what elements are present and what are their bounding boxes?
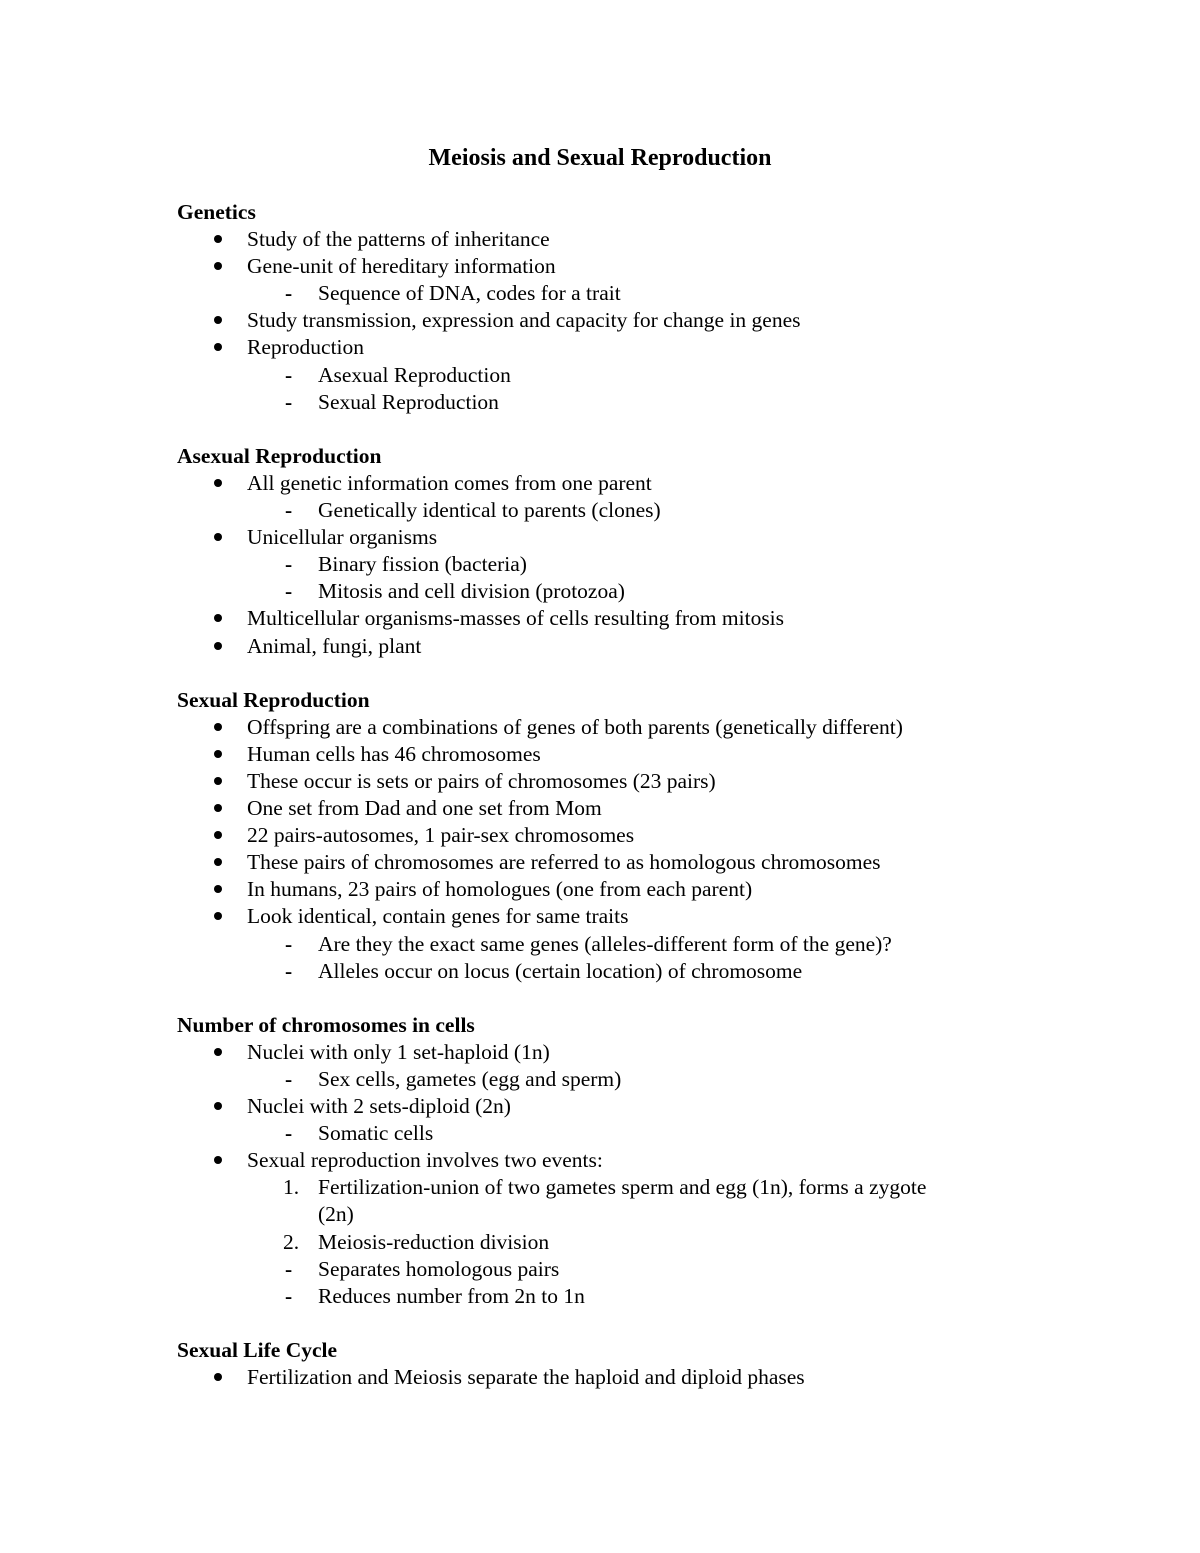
bullet-item xyxy=(177,903,1077,930)
bullet-icon xyxy=(214,614,222,622)
bullet-icon xyxy=(214,1048,222,1056)
bullet-icon xyxy=(214,316,222,324)
bullet-item xyxy=(177,524,1077,551)
item-text: Study of the patterns of inheritance xyxy=(247,227,550,252)
bullet-icon xyxy=(214,1373,222,1381)
item-text: Animal, fungi, plant xyxy=(247,633,422,658)
item-text: Multicellular organisms-masses of cells resulting from mitosis xyxy=(247,606,785,631)
section-heading xyxy=(177,1012,1077,1039)
section-heading-text: Genetics xyxy=(177,200,256,224)
sub-item xyxy=(177,362,1077,389)
item-text: Binary fission (bacteria) xyxy=(318,552,527,577)
bullet-icon xyxy=(214,831,222,839)
item-text: Are they the exact same genes (alleles-different form of the gene)? xyxy=(318,931,892,956)
sub-item xyxy=(177,1256,1077,1283)
bullet-item xyxy=(177,1364,1077,1391)
dash-marker: - xyxy=(285,281,293,306)
bullet-item xyxy=(177,1039,1077,1066)
bullet-item xyxy=(177,714,1077,741)
item-text: (2n) xyxy=(318,1202,354,1227)
item-text: In humans, 23 pairs of homologues (one from each parent) xyxy=(247,877,753,902)
section-heading xyxy=(177,687,1077,714)
bullet-icon xyxy=(214,750,222,758)
dash-marker: - xyxy=(285,1121,293,1146)
bullet-icon xyxy=(214,262,222,270)
sub-item xyxy=(177,497,1077,524)
bullet-item xyxy=(177,741,1077,768)
item-text: Gene-unit of hereditary information xyxy=(247,254,556,279)
section-heading-text: Asexual Reproduction xyxy=(177,443,382,468)
item-text: All genetic information comes from one parent xyxy=(247,470,652,495)
item-text: Look identical, contain genes for same traits xyxy=(247,904,629,929)
bullet-icon xyxy=(214,235,222,243)
dash-marker: - xyxy=(285,931,293,956)
item-text: Sexual reproduction involves two events: xyxy=(247,1148,603,1173)
dash-marker: - xyxy=(285,958,293,983)
bullet-icon xyxy=(214,479,222,487)
item-text: Fertilization and Meiosis separate the haploid and diploid phases xyxy=(247,1365,805,1390)
item-text: Asexual Reproduction xyxy=(318,362,511,387)
bullet-item xyxy=(177,253,1077,280)
sub-item xyxy=(177,1283,1077,1310)
numbered-item xyxy=(177,1174,1077,1201)
bullet-item xyxy=(177,226,1077,253)
bullet-item xyxy=(177,876,1077,903)
item-text: Fertilization-union of two gametes sperm and egg (1n), forms a zygote xyxy=(318,1175,927,1200)
blank-line xyxy=(177,660,1077,687)
bullet-item xyxy=(177,795,1077,822)
sub-item xyxy=(177,1066,1077,1093)
item-text: Human cells has 46 chromosomes xyxy=(247,741,541,766)
bullet-icon xyxy=(214,804,222,812)
bullet-icon xyxy=(214,912,222,920)
item-text: Meiosis-reduction division xyxy=(318,1229,550,1254)
sub-item xyxy=(177,958,1077,985)
bullet-item xyxy=(177,1093,1077,1120)
dash-marker: - xyxy=(285,1067,293,1091)
bullet-item xyxy=(177,605,1077,632)
item-text: 22 pairs-autosomes, 1 pair-sex chromosomes xyxy=(247,823,635,848)
number-marker: 1. xyxy=(283,1175,300,1200)
item-text: One set from Dad and one set from Mom xyxy=(247,796,602,821)
numbered-item xyxy=(177,1229,1077,1256)
item-text: Study transmission, expression and capacity for change in genes xyxy=(247,308,801,333)
dash-marker: - xyxy=(285,389,293,414)
bullet-icon xyxy=(214,533,222,541)
item-text: Unicellular organisms xyxy=(247,525,438,550)
item-text: Genetically identical to parents (clones) xyxy=(318,498,661,523)
sub-item xyxy=(177,551,1077,578)
bullet-item xyxy=(177,768,1077,795)
section-heading xyxy=(177,1337,1077,1364)
item-text: Separates homologous pairs xyxy=(318,1256,560,1281)
dash-marker: - xyxy=(285,498,293,523)
item-text: Sex cells, gametes (egg and sperm) xyxy=(318,1067,622,1091)
bullet-icon xyxy=(214,858,222,866)
document-body xyxy=(177,199,1077,1391)
section-heading-text: Sexual Life Cycle xyxy=(177,1337,338,1362)
bullet-item xyxy=(177,849,1077,876)
item-text: Sexual Reproduction xyxy=(318,389,499,414)
bullet-icon xyxy=(214,777,222,785)
item-text: Alleles occur on locus (certain location) of chromosome xyxy=(318,958,803,983)
blank-line xyxy=(177,985,1077,1012)
bullet-item xyxy=(177,307,1077,334)
sub-item xyxy=(177,931,1077,958)
bullet-item xyxy=(177,1147,1077,1174)
bullet-icon xyxy=(214,343,222,351)
dash-marker: - xyxy=(285,1256,293,1281)
item-text: Nuclei with 2 sets-diploid (2n) xyxy=(247,1094,511,1119)
section-heading-text: Sexual Reproduction xyxy=(177,687,370,712)
continuation-line xyxy=(177,1201,1077,1228)
dash-marker: - xyxy=(285,552,293,577)
item-text: These occur is sets or pairs of chromosomes (23 pairs) xyxy=(247,768,716,793)
item-text: Offspring are a combinations of genes of both parents (genetically different) xyxy=(247,714,903,739)
item-text: Nuclei with only 1 set-haploid (1n) xyxy=(247,1039,550,1064)
blank-line xyxy=(177,1310,1077,1337)
bullet-icon xyxy=(214,885,222,893)
item-text: Somatic cells xyxy=(318,1121,434,1146)
bullet-item xyxy=(177,470,1077,497)
bullet-item xyxy=(177,633,1077,660)
bullet-icon xyxy=(214,642,222,650)
sub-item xyxy=(177,578,1077,605)
item-text: Mitosis and cell division (protozoa) xyxy=(318,579,625,604)
item-text: Reduces number from 2n to 1n xyxy=(318,1283,585,1308)
dash-marker: - xyxy=(285,579,293,604)
item-text: Reproduction xyxy=(247,335,365,360)
item-text: These pairs of chromosomes are referred to as homologous chromosomes xyxy=(247,850,881,875)
dash-marker: - xyxy=(285,1283,293,1308)
bullet-icon xyxy=(214,723,222,731)
bullet-icon xyxy=(214,1156,222,1164)
bullet-item xyxy=(177,822,1077,849)
page-title: Meiosis and Sexual Reproduction xyxy=(428,145,772,171)
item-text: Sequence of DNA, codes for a trait xyxy=(318,281,621,306)
sub-item xyxy=(177,280,1077,307)
section-heading xyxy=(177,443,1077,470)
bullet-item xyxy=(177,334,1077,361)
section-heading xyxy=(177,199,1077,226)
dash-marker: - xyxy=(285,362,293,387)
blank-line xyxy=(177,416,1077,443)
section-heading-text: Number of chromosomes in cells xyxy=(177,1012,475,1037)
number-marker: 2. xyxy=(283,1229,300,1254)
bullet-icon xyxy=(214,1102,222,1110)
sub-item xyxy=(177,1120,1077,1147)
sub-item xyxy=(177,389,1077,416)
